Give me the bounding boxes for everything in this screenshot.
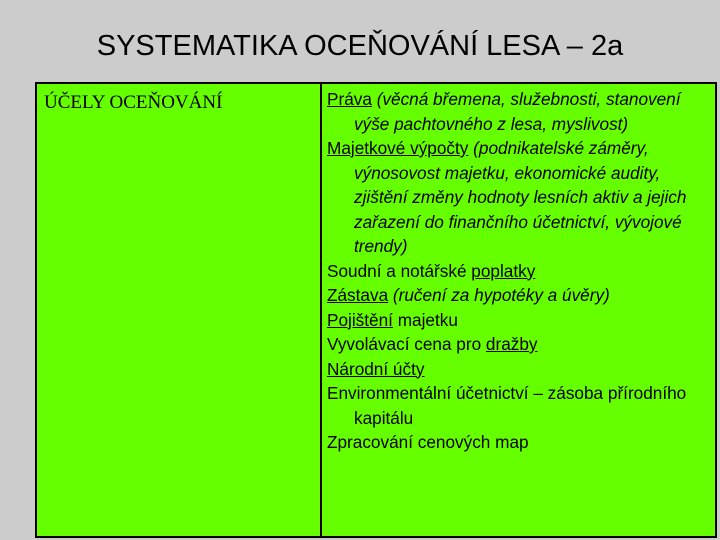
purpose-entry-text: majetku: [392, 309, 458, 330]
slide-title: SYSTEMATIKA OCEŇOVÁNÍ LESA – 2a: [96, 30, 624, 62]
purpose-entry: [327, 430, 712, 455]
purpose-entry-text: Práva: [327, 89, 372, 109]
purpose-entry-text: (ručení za hypotéky a úvěry): [392, 285, 610, 305]
purpose-entry: [327, 259, 712, 284]
purpose-entry: [327, 136, 712, 259]
purpose-entry-text: poplatky: [471, 260, 536, 281]
purpose-entry-text: (věcná břemena, služebnosti, stanovení výše pachtovného z lesa, myslivost): [354, 89, 681, 134]
purpose-entry-text: (podnikatelské záměry, výnosovost majetku, ekonomické audity, zjištění změny hodnoty lesních aktiv a jejich zařazení do finančního účetnictví, vývojové trendy): [354, 138, 687, 256]
purpose-entry: [327, 381, 712, 430]
purpose-entry-text: Vyvolávací cena pro: [327, 334, 486, 354]
purpose-entry-text: Národní účty: [327, 358, 425, 379]
content-table: [35, 82, 717, 538]
purpose-entry-text: Soudní a notářské: [327, 260, 472, 281]
purpose-entry: [327, 357, 712, 382]
purposes-list: [327, 87, 712, 455]
purpose-entry-text: Environmentální účetnictví – zásoba přírodního kapitálu: [327, 383, 687, 428]
purpose-entry: [327, 332, 712, 357]
purposes-heading: ÚČELY OCEŇOVÁNÍ: [44, 92, 223, 113]
purpose-entry-text: Zástava: [327, 285, 389, 305]
purpose-entry: [327, 87, 712, 136]
purpose-entry-text: Majetkové výpočty: [327, 138, 469, 158]
purpose-entry: [327, 308, 712, 333]
purpose-entry: [327, 283, 712, 308]
purpose-entry-text: dražby: [485, 334, 538, 354]
column-divider: [320, 84, 322, 536]
purpose-entry-text: Pojištění: [327, 309, 393, 330]
purpose-entry-text: Zpracování cenových map: [327, 432, 529, 452]
